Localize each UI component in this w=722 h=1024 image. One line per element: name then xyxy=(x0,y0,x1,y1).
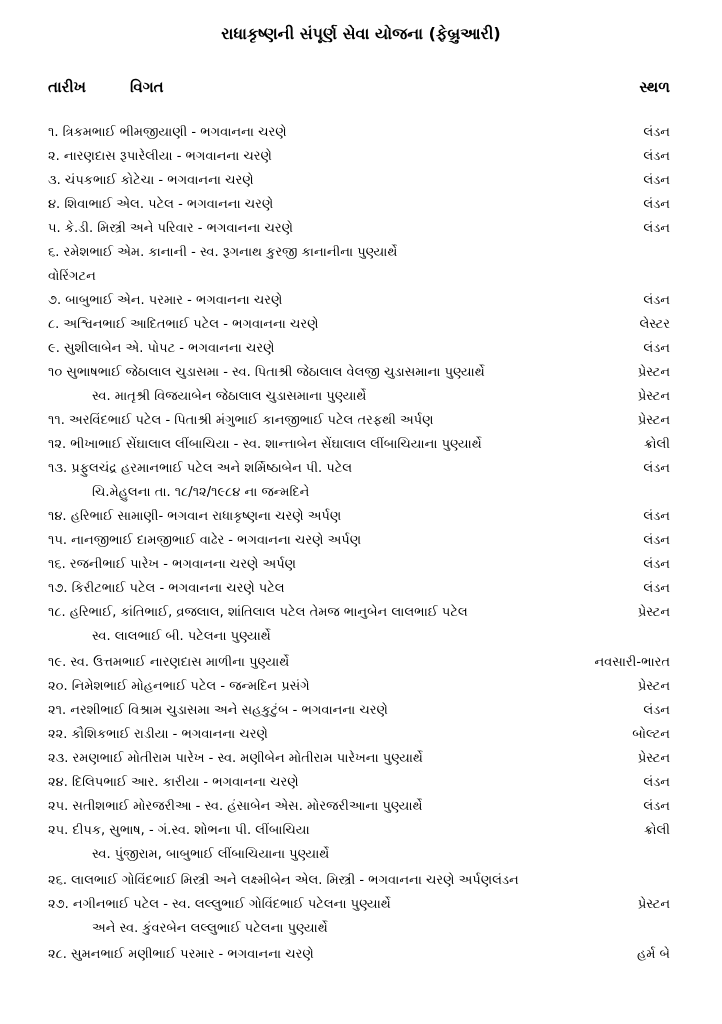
entry-text: ૨૫. સતીશભાઈ મોરજરીઆ - સ્વ. હંસાબેન એસ. મોરજરીઆના પુણ્યાર્થે xyxy=(48,799,423,814)
entry-place: નવસારી-ભારત xyxy=(590,652,670,674)
list-item xyxy=(48,434,670,456)
list-item xyxy=(48,676,670,698)
entry-place: લંડન xyxy=(639,530,670,552)
entry-text: વોરિંગટન xyxy=(48,269,96,284)
list-item xyxy=(48,602,670,624)
entry-text: ૨૮. સુમનભાઈ મણીભાઈ પરમાર - ભગવાનના ચરણે xyxy=(48,947,314,962)
entry-place: પ્રેસ્ટન xyxy=(634,748,670,770)
list-item xyxy=(48,700,670,722)
list-item xyxy=(48,772,670,794)
list-item xyxy=(48,458,670,480)
entry-place: ક્રોલી xyxy=(640,820,670,842)
column-header-date: તારીખ xyxy=(48,78,86,96)
entry-text: ૨૧. નરશીભાઈ વિશ્રામ ચુડાસમા અને સહકુટુંબ - ભગવાનના ચરણે xyxy=(48,703,388,718)
column-header-place: સ્થળ xyxy=(639,78,670,96)
list-item xyxy=(48,944,670,966)
entry-text: સ્વ. પુંજીરામ, બાબુભાઈ લીંબાચિયાના પુણ્યાર્થે xyxy=(92,847,330,862)
list-item xyxy=(48,652,670,674)
list-item xyxy=(48,242,670,264)
list-item xyxy=(48,894,670,916)
entry-place: લંડન xyxy=(639,194,670,216)
list-item xyxy=(48,338,670,360)
entry-place: લંડન xyxy=(639,290,670,312)
entry-text: ૧૬. રજનીભાઈ પારેખ - ભગવાનના ચરણે અર્પણ xyxy=(48,557,297,572)
entry-text: ૨૩. રમણભાઈ મોતીરામ પારેખ - સ્વ. મણીબેન મોતીરામ પારેખના પુણ્યાર્થે xyxy=(48,751,423,766)
entry-place: પ્રેસ્ટન xyxy=(634,602,670,624)
entry-text: ૧૨. ભીખાભાઈ સેંઘાલાલ લીંબાચિયા - સ્વ. શાન્તાબેન સેંઘાલાલ લીંબાચિયાના પુણ્યાર્થે xyxy=(48,437,482,452)
column-header-details: વિગત xyxy=(130,78,164,96)
entry-text: સ્વ. માતૃશ્રી વિજયાબેન જેઠાલાલ ચુડાસમાના પુણ્યાર્થે xyxy=(92,389,367,404)
entry-text: ૬. રમેશભાઈ એમ. કાનાની - સ્વ. રૂગનાથ કુરજી કાનાનીના પુણ્યાર્થે xyxy=(48,245,398,260)
entry-text: ૫. કે.ડી. મિસ્ત્રી અને પરિવાર - ભગવાનના ચરણે xyxy=(48,221,293,236)
entry-place: લંડન xyxy=(639,506,670,528)
list-item xyxy=(48,290,670,312)
list-item xyxy=(48,796,670,818)
entry-text: ૨૭. નગીનભાઈ પટેલ - સ્વ. લલ્લુભાઈ ગોવિંદભાઈ પટેલના પુણ્યાર્થે xyxy=(48,897,391,912)
entry-place: લંડન xyxy=(639,170,670,192)
entry-place: લંડન xyxy=(639,700,670,722)
entry-text: ૨. નારણદાસ રૂપારેલીયા - ભગવાનના ચરણે xyxy=(48,149,272,164)
entry-place: પ્રેસ્ટન xyxy=(634,386,670,408)
list-item xyxy=(48,748,670,770)
list-item xyxy=(48,506,670,528)
list-item xyxy=(48,218,670,240)
list-item xyxy=(48,820,670,842)
list-item-continuation xyxy=(48,386,670,408)
entry-place: લેસ્ટર xyxy=(635,314,670,336)
entry-text: ૩. ચંપકભાઈ કોટેચા - ભગવાનના ચરણે xyxy=(48,173,254,188)
entry-place: લંડન xyxy=(639,146,670,168)
entry-text: ૨૬. લાલભાઈ ગોવિંદભાઈ મિસ્ત્રી અને લક્ષ્મીબેન એલ. મિસ્ત્રી - ભગવાનના ચરણે અર્પણલંડન xyxy=(48,873,519,888)
entry-place: લંડન xyxy=(639,554,670,576)
entry-place: પ્રેસ્ટન xyxy=(634,676,670,698)
entry-text: ૭. બાબુભાઈ એન. પરમાર - ભગવાનના ચરણે xyxy=(48,293,283,308)
entry-text: ૧૩. પ્રફુલચંદ્ર હરમાનભાઈ પટેલ અને શર્મિષ્ઠાબેન પી. પટેલ xyxy=(48,461,353,476)
list-item xyxy=(48,146,670,168)
entry-text: ૧. ત્રિકમભાઈ ભીમજીયાણી - ભગવાનના ચરણે xyxy=(48,125,287,140)
entry-text: ૧૮. હરિભાઈ, કાંતિભાઈ, વ્રજલાલ, શાંતિલાલ પટેલ તેમજ ભાનુબેન લાલભાઈ પટેલ xyxy=(48,605,468,620)
entry-text: ૨૨. કૌશિકભાઈ રાડીયા - ભગવાનના ચરણે xyxy=(48,727,268,742)
entry-text: ૧૦ સુભાષભાઈ જેઠાલાલ ચુડાસમા - સ્વ. પિતાશ્રી જેઠાલાલ વેલજી ચુડાસમાના પુણ્યાર્થે xyxy=(48,365,485,380)
list-item xyxy=(48,410,670,432)
list-item xyxy=(48,870,670,892)
list-item xyxy=(48,314,670,336)
list-item xyxy=(48,578,670,600)
entry-text: ૮. અશ્વિનભાઈ આદિતભાઈ પટેલ - ભગવાનના ચરણે xyxy=(48,317,319,332)
entry-place: ક્રોલી xyxy=(640,434,670,456)
entry-place: લંડન xyxy=(639,796,670,818)
list-item xyxy=(48,554,670,576)
entry-place: બોલ્ટન xyxy=(628,724,670,746)
entry-text: ૨૦. નિમેશભાઈ મોહનભાઈ પટેલ - જન્મદિન પ્રસંગે xyxy=(48,679,310,694)
entry-text: ૨૫. દીપક, સુભાષ, - ગં.સ્વ. શોભના પી. લીંબાચિયા xyxy=(48,823,310,838)
entry-text: અને સ્વ. કુંવરબેન લલ્લુભાઈ પટેલના પુણ્યાર્થે xyxy=(92,921,328,936)
list-item-continuation xyxy=(48,482,670,504)
list-item xyxy=(48,724,670,746)
entry-text: ૧૯. સ્વ. ઉત્તમભાઈ નારણદાસ માળીના પુણ્યાર્થે xyxy=(48,655,290,670)
list-item xyxy=(48,194,670,216)
entry-text: ૧૭. કિરીટભાઈ પટેલ - ભગવાનના ચરણે પટેલ xyxy=(48,581,285,596)
entry-place: હર્મ બે xyxy=(633,944,670,966)
list-item xyxy=(48,170,670,192)
list-item xyxy=(48,362,670,384)
entry-place: પ્રેસ્ટન xyxy=(634,362,670,384)
entry-place: લંડન xyxy=(639,218,670,240)
entry-text: ૯. સુશીલાબેન એ. પોપટ - ભગવાનના ચરણે xyxy=(48,341,275,356)
entry-text: ૧૪. હરિભાઈ સામાણી- ભગવાન રાધાકૃષ્ણના ચરણે અર્પણ xyxy=(48,509,342,524)
list-item-continuation xyxy=(48,918,670,940)
list-item xyxy=(48,122,670,144)
list-item-continuation xyxy=(48,844,670,866)
entry-text: ૪. શિવાભાઈ એલ. પટેલ - ભગવાનના ચરણે xyxy=(48,197,274,212)
page-title: રાધાકૃષ્ણની સંપૂર્ણ સેવા યોજના (ફેબ્રુઆરી) xyxy=(221,24,501,43)
entry-place: લંડન xyxy=(639,122,670,144)
entry-text: ૧૫. નાનજીભાઈ દામજીભાઈ વાઢેર - ભગવાનના ચરણે અર્પણ xyxy=(48,533,362,548)
list-item-continuation xyxy=(48,266,670,288)
entry-text: ચિ.મેહુલના તા. ૧૮/૧૨/૧૯૮૪ ના જન્મદિને xyxy=(92,485,310,500)
entry-text: સ્વ. લાલભાઈ બી. પટેલના પુણ્યાર્થે xyxy=(92,629,271,644)
entry-place: લંડન xyxy=(639,338,670,360)
entry-text: ૧૧. અરવિંદભાઈ પટેલ - પિતાશ્રી મંગુભાઈ કાનજીભાઈ પટેલ તરફથી અર્પણ xyxy=(48,413,434,428)
list-item-continuation xyxy=(48,626,670,648)
entry-place: પ્રેસ્ટન xyxy=(634,894,670,916)
list-item xyxy=(48,530,670,552)
entry-place: લંડન xyxy=(639,458,670,480)
entry-place: પ્રેસ્ટન xyxy=(634,410,670,432)
entry-place: લંડન xyxy=(639,772,670,794)
entry-place: લંડન xyxy=(639,578,670,600)
entry-text: ૨૪. દિલિપભાઈ આર. કારીયા - ભગવાનના ચરણે xyxy=(48,775,299,790)
